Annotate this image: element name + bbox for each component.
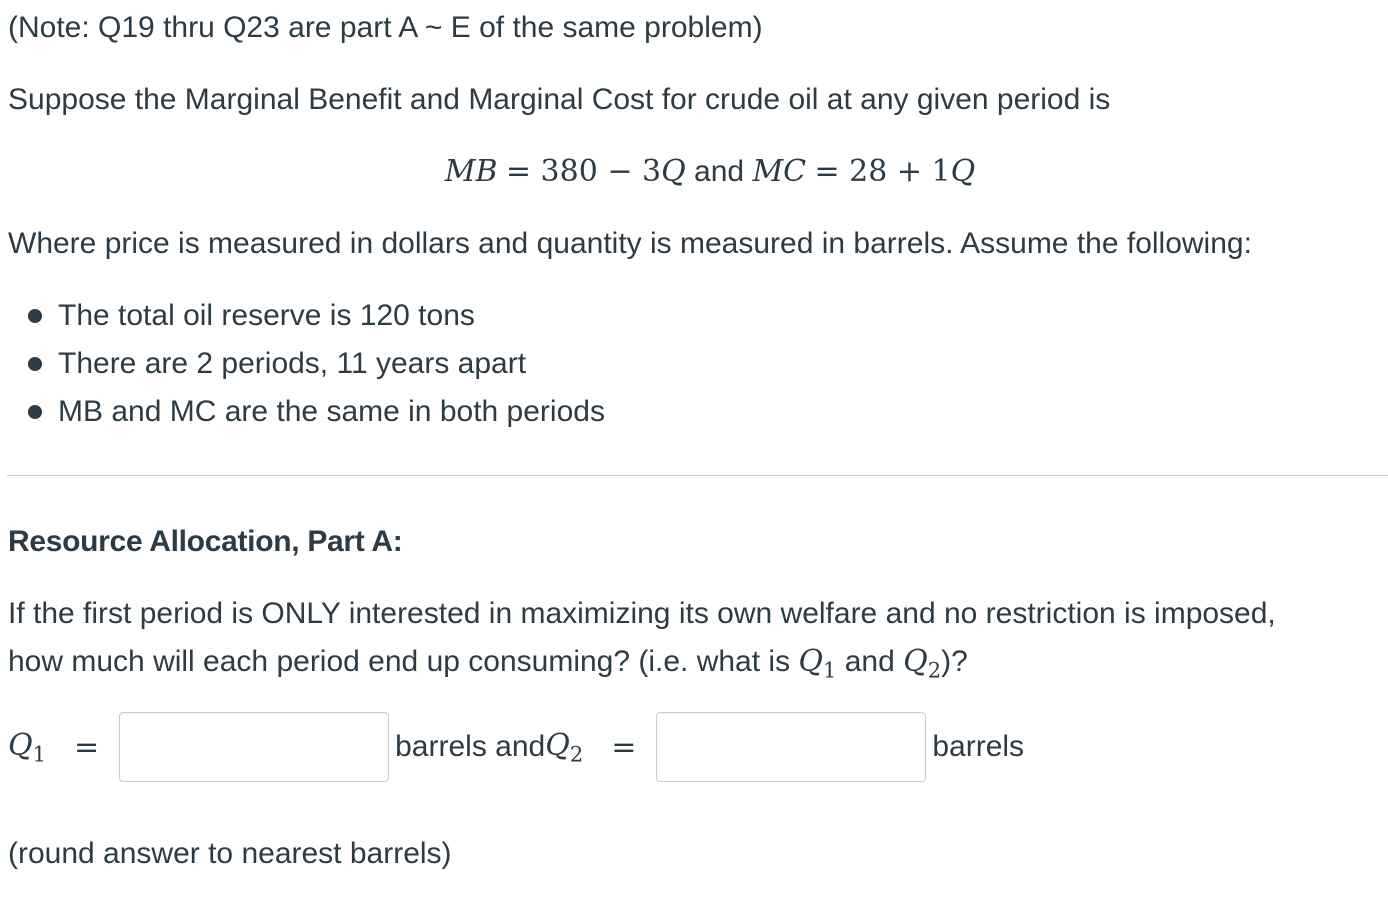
assumption-list [0, 295, 605, 439]
q-letter: Q [545, 727, 570, 763]
list-item [0, 295, 605, 343]
list-item-text: The total oil reserve is 120 tons [58, 299, 475, 332]
rounding-note: (round answer to nearest barrels) [8, 837, 452, 870]
equation-and: and [685, 155, 753, 188]
question-line-2 [8, 642, 968, 690]
q-letter: Q [798, 644, 824, 679]
list-item-text: MB and MC are the same in both periods [58, 395, 605, 428]
mb-expression: = 380 − 3 [505, 154, 662, 189]
mc-variable: MC [752, 154, 807, 189]
subscript-1: 1 [823, 658, 837, 683]
part-heading: Resource Allocation, Part A: [8, 525, 403, 558]
mc-expression: = 28 + 1 [814, 154, 951, 189]
bullet-icon [28, 309, 42, 323]
equals-sign: = [73, 729, 100, 765]
between-label: barrels and [395, 730, 546, 763]
equals-sign: = [611, 729, 637, 765]
q2-label [545, 728, 583, 766]
mc-q-variable: Q [950, 154, 976, 189]
problem-note: (Note: Q19 thru Q23 are part A ~ E of the same problem) [8, 11, 763, 44]
subscript-2: 2 [569, 742, 584, 767]
q1-answer-input[interactable] [119, 712, 389, 782]
q-letter: Q [8, 727, 33, 763]
q2-symbol [903, 644, 942, 683]
q-letter: Q [903, 644, 928, 679]
end-label: barrels [932, 730, 1025, 763]
bullet-icon [28, 357, 42, 371]
list-item-text: There are 2 periods, 11 years apart [58, 347, 527, 380]
mb-q-variable: Q [661, 154, 686, 189]
subscript-1: 1 [32, 742, 46, 767]
q1-label [8, 728, 46, 766]
subscript-2: 2 [927, 658, 942, 683]
intro-text: Suppose the Marginal Benefit and Marginal Cost for crude oil at any given period is [8, 83, 1111, 116]
list-item [0, 343, 605, 391]
equation-display [0, 150, 1388, 194]
q1-symbol [798, 644, 837, 683]
question-prefix: how much will each period end up consuming? (i.e. what is [8, 645, 799, 678]
question-and: and [844, 645, 904, 678]
question-line-1: If the first period is ONLY interested in maximizing its own welfare and no restriction is imposed, [8, 597, 1276, 630]
answer-row [8, 708, 1024, 786]
list-item [0, 391, 605, 439]
bullet-icon [28, 405, 42, 419]
question-suffix: )? [941, 645, 968, 678]
where-text: Where price is measured in dollars and quantity is measured in barrels. Assume the following: [8, 227, 1252, 260]
mb-variable: MB [444, 154, 498, 189]
section-divider [7, 475, 1388, 476]
q2-answer-input[interactable] [656, 712, 926, 782]
